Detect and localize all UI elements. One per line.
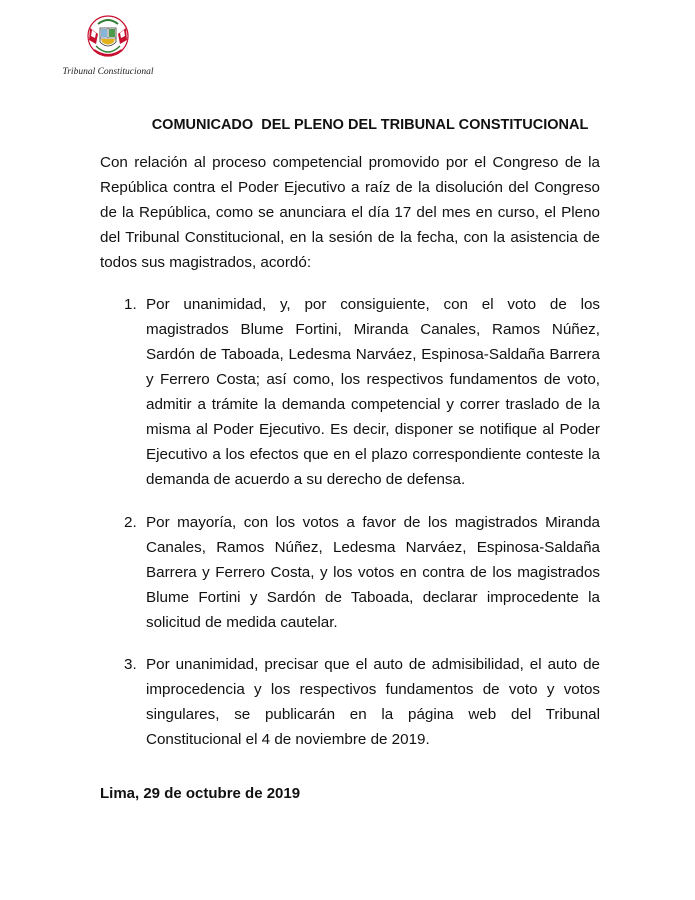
list-item-text: Por mayoría, con los votos a favor de los magistrados Miranda Canales, Ramos Núñez, Ledesma Narváez, Espinosa-Saldaña Barrera y Ferrero Costa, y los votos en contra de los magistrados Blume Fortini y Sardón de Taboada, declarar improcedente la solicitud de medida cautelar. bbox=[146, 514, 600, 631]
tribunal-logo bbox=[62, 14, 154, 77]
list-item-text: Por unanimidad, y, por consiguiente, con el voto de los magistrados Blume Fortini, Miranda Canales, Ramos Núñez, Sardón de Taboada, Ledesma Narváez, Espinosa-Saldaña Barrera y Ferrero Costa; así como, los respectivos fundamentos de voto, admitir a trámite la demanda competencial y correr traslado de la misma al Poder Ejecutivo. Es decir, disponer se notifique al Poder Ejecutivo a los efectos que en el plazo correspondiente conteste la demanda de acuerdo a su derecho de defensa. bbox=[146, 296, 600, 488]
list-item bbox=[100, 652, 600, 752]
logo-caption: Tribunal Constitucional bbox=[62, 67, 154, 77]
list-item-number: 3. bbox=[124, 656, 137, 673]
place-and-date: Lima, 29 de octubre de 2019 bbox=[100, 785, 301, 802]
list-item-text: Por unanimidad, precisar que el auto de admisibilidad, el auto de improcedencia y los respectivos fundamentos de voto y votos singulares, se publicarán en la página web del Tribunal Constitucional el 4 de noviembre de 2019. bbox=[146, 656, 600, 748]
page-title: COMUNICADO DEL PLENO DEL TRIBUNAL CONSTITUCIONAL bbox=[151, 117, 589, 133]
coat-of-arms-icon bbox=[84, 14, 132, 66]
list-item bbox=[100, 510, 600, 635]
list-item bbox=[100, 292, 600, 492]
list-item-number: 1. bbox=[124, 296, 137, 313]
list-item-number: 2. bbox=[124, 514, 137, 531]
intro-paragraph: Con relación al proceso competencial promovido por el Congreso de la República contra el Poder Ejecutivo a raíz de la disolución del Congreso de la República, como se anunciara el día 17 del mes en curso, el Pleno del Tribunal Constitucional, en la sesión de la fecha, con la asistencia de todos sus magistrados, acordó: bbox=[100, 154, 600, 271]
